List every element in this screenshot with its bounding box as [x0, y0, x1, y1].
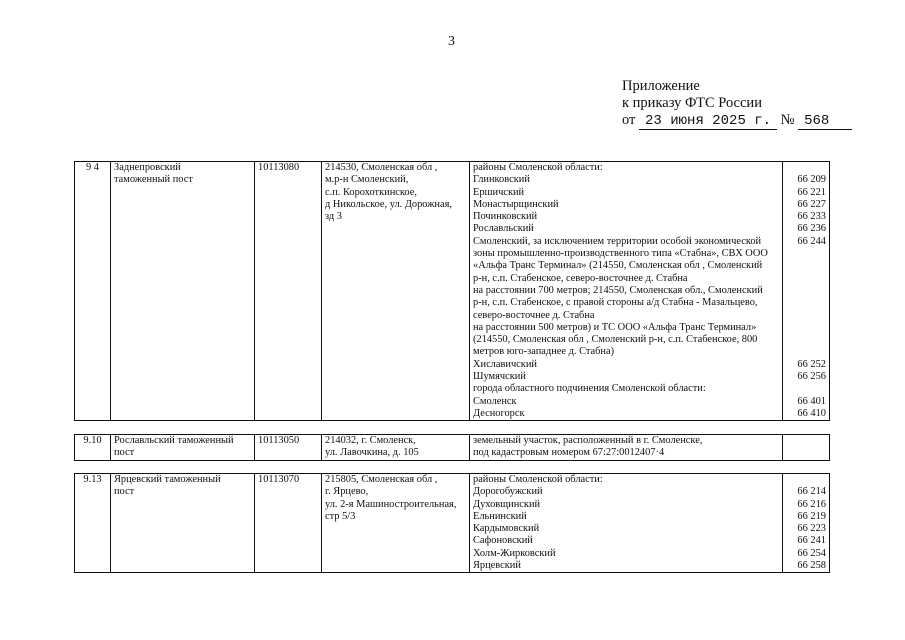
post-name [111, 474, 255, 573]
address-line: ул. Лавочкина, д. 105 [325, 447, 419, 459]
oktmo-code: 66 223 [797, 523, 826, 535]
oktmo-code: 66 254 [797, 547, 826, 559]
area-line: Смоленск [473, 395, 517, 407]
oktmo-code: 66 252 [797, 358, 826, 370]
oktmo-code: 66 258 [797, 560, 826, 572]
address-line: д Никольское, ул. Дорожная, [325, 198, 452, 210]
order-number: 568 [798, 114, 852, 130]
row-number: 9.10 [75, 435, 111, 461]
area-line: Холм-Жирковский [473, 547, 556, 559]
area-line: Десногорск [473, 407, 525, 419]
row-number: 9 4 [75, 162, 111, 421]
table-row [75, 474, 830, 573]
area-line: Духовщинский [473, 498, 541, 510]
oktmo-code [786, 162, 826, 174]
oktmo-code [786, 273, 826, 285]
area-line: на расстоянии 500 метров) и ТС ООО «Альфа Транс Терминал» [473, 321, 757, 333]
address-line: стр 5/3 [325, 510, 356, 522]
area-line: районы Смоленской области: [473, 474, 603, 485]
oktmo-code: 66 410 [797, 407, 826, 419]
address-line: 214530, Смоленская обл , [325, 162, 438, 173]
address-line: м.р-н Смоленский, [325, 174, 409, 186]
oktmo-code: 66 244 [797, 235, 826, 247]
oktmo-code: 66 221 [797, 186, 826, 198]
oktmo-code [786, 346, 826, 358]
address-line: г. Ярцево, [325, 486, 369, 498]
area-line: под кадастровым номером 67:27:0012407·4 [473, 447, 665, 459]
oktmo-code: 66 227 [797, 198, 826, 210]
area-line: Глинковский [473, 174, 530, 186]
post-address [322, 162, 470, 421]
oktmo-code [786, 260, 826, 272]
jurisdiction-areas [470, 162, 783, 421]
oktmo-code: 66 214 [797, 486, 826, 498]
appendix-block [622, 78, 852, 130]
area-line: Ельнинский [473, 510, 527, 522]
row-number: 9.13 [75, 474, 111, 573]
area-line: Рославльский [473, 223, 534, 235]
oktmo-code [786, 285, 826, 297]
post-name-line: таможенный пост [114, 174, 193, 186]
oktmo-codes [783, 474, 830, 573]
oktmo-code [786, 297, 826, 309]
area-line: земельный участок, расположенный в г. Смоленске, [473, 435, 703, 446]
address-line: 214032, г. Смоленск, [325, 435, 416, 446]
post-name-line: Ярцевский таможенный [114, 474, 221, 485]
area-line: Сафоновский [473, 535, 533, 547]
post-code: 10113080 [255, 162, 322, 421]
post-code: 10113070 [255, 474, 322, 573]
area-line: районы Смоленской области: [473, 162, 603, 173]
area-line: северо-восточнее д. Стабна [473, 309, 595, 321]
area-line: зоны промышленно-производственного типа «Стабна», СВХ ООО [473, 248, 768, 260]
post-name-line: Заднепровский [114, 162, 181, 173]
table-row [75, 162, 830, 421]
oktmo-code: 66 216 [797, 498, 826, 510]
oktmo-code: 66 233 [797, 211, 826, 223]
customs-table-2 [74, 434, 830, 461]
post-address [322, 474, 470, 573]
area-line: Ярцевский [473, 560, 521, 572]
oktmo-code [786, 474, 826, 486]
appendix-date-line [622, 112, 852, 130]
table-row [75, 435, 830, 461]
address-line: 215805, Смоленская обл , [325, 474, 438, 485]
area-line: (214550, Смоленская обл , Смоленский р-н, с.п. Стабенское, 800 [473, 334, 758, 346]
area-line: Хиславичский [473, 358, 537, 370]
oktmo-code: 66 219 [797, 510, 826, 522]
area-line: метров юго-западнее д. Стабна) [473, 346, 615, 358]
appendix-title: Приложение [622, 78, 700, 94]
from-label: от [622, 112, 636, 128]
oktmo-code: 66 401 [797, 395, 826, 407]
post-name-line: пост [114, 447, 135, 459]
customs-table-1 [74, 161, 830, 421]
oktmo-code [786, 310, 826, 322]
oktmo-code: 66 209 [797, 174, 826, 186]
address-line: ул. 2-я Машиностроительная, [325, 498, 457, 510]
post-name-line: пост [114, 486, 135, 498]
area-line: города областного подчинения Смоленской области: [473, 383, 706, 395]
post-code: 10113050 [255, 435, 322, 461]
post-address [322, 435, 470, 461]
oktmo-codes [783, 162, 830, 421]
area-line: Починковский [473, 211, 538, 223]
oktmo-codes [783, 435, 830, 461]
area-line: Смоленский, за исключением территории особой экономической [473, 235, 762, 247]
area-line: Дорогобужский [473, 486, 543, 498]
oktmo-code [786, 322, 826, 334]
address-line: зд 3 [325, 211, 342, 223]
post-name [111, 435, 255, 461]
oktmo-code [786, 248, 826, 260]
area-line: на расстоянии 700 метров; 214550, Смоленская обл., Смоленский [473, 284, 763, 296]
area-line: Шумячский [473, 371, 526, 383]
area-line: Монастырщинский [473, 198, 559, 210]
area-line: «Альфа Транс Терминал» (214550, Смоленская обл , Смоленский [473, 260, 763, 272]
area-line: Ершичский [473, 186, 525, 198]
appendix-order-ref: к приказу ФТС России [622, 95, 762, 111]
address-line: с.п. Корохоткинское, [325, 186, 417, 198]
oktmo-code [786, 334, 826, 346]
oktmo-code: 66 236 [797, 223, 826, 235]
customs-table-3 [74, 473, 830, 573]
area-line: р-н, с.п. Стабенское, с правой стороны а/д Стабна - Мазальцево, [473, 297, 758, 309]
oktmo-code: 66 256 [797, 371, 826, 383]
number-sign: № [780, 112, 795, 128]
post-name-line: Рославльский таможенный [114, 435, 234, 446]
area-line: Кардымовский [473, 523, 540, 535]
jurisdiction-areas [470, 435, 783, 461]
oktmo-code: 66 241 [797, 535, 826, 547]
area-line: р-н, с.п. Стабенское, северо-восточнее д. Стабна [473, 272, 688, 284]
oktmo-code [786, 383, 826, 395]
jurisdiction-areas [470, 474, 783, 573]
page-number: 3 [448, 34, 455, 49]
order-date: 23 июня 2025 г. [639, 114, 777, 130]
post-name [111, 162, 255, 421]
